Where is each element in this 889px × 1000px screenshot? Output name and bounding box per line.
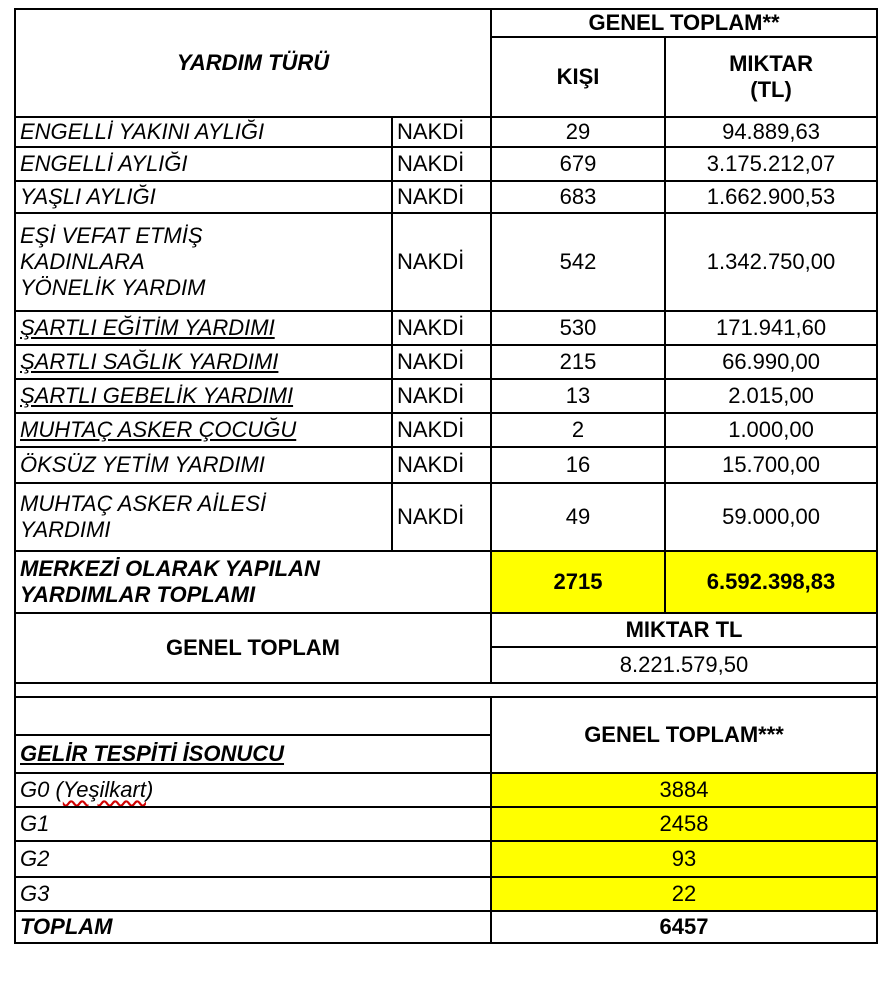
table-row [15,483,877,551]
gelir-group-label [15,773,491,807]
aid-type-label [15,483,392,551]
kisi-value: 29 [491,117,665,147]
miktar-value: 66.990,00 [665,345,877,379]
miktar-value: 171.941,60 [665,311,877,345]
payment-type: NAKDİ [392,213,491,311]
merkezi-total-label-line1: MERKEZİ OLARAK YAPILAN [20,556,320,581]
kisi-header: KIŞI [491,37,665,117]
kisi-value: 49 [491,483,665,551]
payment-type: NAKDİ [392,379,491,413]
gelir-header-row [15,697,877,735]
aid-type-label-line2: KADINLARA [20,249,145,274]
payment-type: NAKDİ [392,311,491,345]
merkezi-total-kisi: 2715 [491,551,665,613]
miktar-value: 1.662.900,53 [665,181,877,213]
miktar-value: 94.889,63 [665,117,877,147]
aid-type-label-line3: YÖNELİK YARDIM [20,275,206,300]
kisi-value: 16 [491,447,665,483]
table-row [15,181,877,213]
yardim-turu-header: YARDIM TÜRÜ [15,9,491,117]
miktar-header-line2: (TL) [750,77,792,102]
merkezi-total-label-line2: YARDIMLAR TOPLAMI [20,582,256,607]
table-row [15,447,877,483]
aid-type-label: ENGELLİ AYLIĞI [15,147,392,181]
gelir-group-label: G3 [15,877,491,911]
aid-type-label-line2: YARDIMI [20,517,111,542]
gelir-total-value: 6457 [491,911,877,943]
kisi-value: 215 [491,345,665,379]
aid-type-label: ÖKSÜZ YETİM YARDIMI [15,447,392,483]
genel-toplam-label: GENEL TOPLAM [15,613,491,683]
payment-type: NAKDİ [392,345,491,379]
payment-type: NAKDİ [392,117,491,147]
miktar-value: 3.175.212,07 [665,147,877,181]
spacer-cell [15,683,877,697]
aid-type-label: ŞARTLI GEBELİK YARDIMI [15,379,392,413]
table-row [15,379,877,413]
gelir-group-value: 93 [491,841,877,877]
aid-type-label: ŞARTLI SAĞLIK YARDIMI [15,345,392,379]
merkezi-total-row [15,551,877,613]
payment-type: NAKDİ [392,483,491,551]
table-row [15,877,877,911]
merkezi-total-label [15,551,491,613]
miktar-value: 1.000,00 [665,413,877,447]
genel-toplam-header-row [15,613,877,647]
gelir-genel-toplam-header: GENEL TOPLAM*** [491,697,877,773]
gelir-group-value: 2458 [491,807,877,841]
gelir-total-label: TOPLAM [15,911,491,943]
table-row [15,147,877,181]
genel-miktar-header: MIKTAR TL [491,613,877,647]
gelir-tespiti-label: GELİR TESPİTİ İSONUCU [15,735,491,773]
g0-prefix: G0 ( [20,777,63,802]
gelir-header-blank [15,697,491,735]
aid-type-label-line1: MUHTAÇ ASKER AİLESİ [20,491,267,516]
table-row [15,345,877,379]
spacer-row [15,683,877,697]
kisi-value: 542 [491,213,665,311]
miktar-value: 15.700,00 [665,447,877,483]
table-row [15,807,877,841]
gelir-group-value: 22 [491,877,877,911]
payment-type: NAKDİ [392,181,491,213]
genel-miktar-value: 8.221.579,50 [491,647,877,683]
table-row [15,311,877,345]
miktar-value: 1.342.750,00 [665,213,877,311]
miktar-header-line1: MIKTAR [729,51,813,76]
payment-type: NAKDİ [392,447,491,483]
miktar-value: 2.015,00 [665,379,877,413]
g0-word: Yeşilkart [62,777,146,802]
miktar-value: 59.000,00 [665,483,877,551]
payment-type: NAKDİ [392,147,491,181]
table-row [15,841,877,877]
table-row [15,413,877,447]
gelir-group-label: G1 [15,807,491,841]
gelir-group-value: 3884 [491,773,877,807]
aid-summary-table [14,8,878,944]
payment-type: NAKDİ [392,413,491,447]
aid-type-label: YAŞLI AYLIĞI [15,181,392,213]
merkezi-total-miktar: 6.592.398,83 [665,551,877,613]
genel-toplam-header: GENEL TOPLAM** [491,9,877,37]
aid-type-label: ŞARTLI EĞİTİM YARDIMI [15,311,392,345]
kisi-value: 530 [491,311,665,345]
kisi-value: 683 [491,181,665,213]
aid-type-label [15,213,392,311]
kisi-value: 2 [491,413,665,447]
aid-type-label: MUHTAÇ ASKER ÇOCUĞU [15,413,392,447]
g0-suffix: ) [145,777,154,802]
kisi-value: 679 [491,147,665,181]
table-row [15,773,877,807]
kisi-value: 13 [491,379,665,413]
aid-type-label-line1: EŞİ VEFAT ETMİŞ [20,223,203,248]
header-row [15,9,877,37]
gelir-total-row [15,911,877,943]
table-row [15,117,877,147]
aid-type-label: ENGELLİ YAKINI AYLIĞI [15,117,392,147]
table-row [15,213,877,311]
miktar-header [665,37,877,117]
gelir-group-label: G2 [15,841,491,877]
